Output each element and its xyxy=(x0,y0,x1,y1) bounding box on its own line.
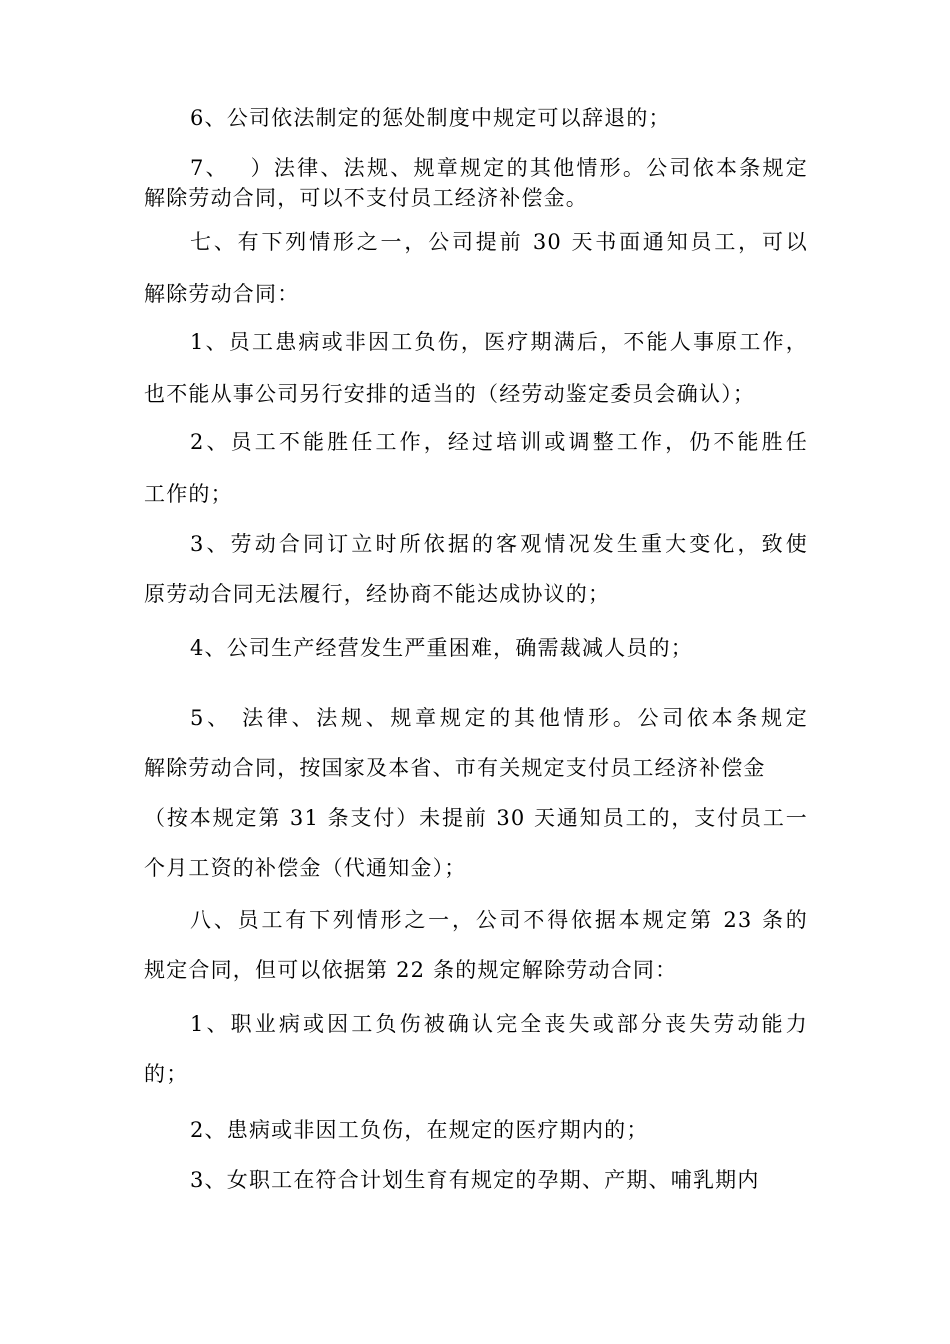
text-line: 6、公司依法制定的惩处制度中规定可以辞退的； xyxy=(190,106,671,130)
text-line: 1、职业病或因工负伤被确认完全丧失或部分丧失劳动能力 xyxy=(190,1012,808,1036)
text-line: （按本规定第 31 条支付）未提前 30 天通知员工的，支付员工一 xyxy=(144,806,808,830)
text-line: 1、员工患病或非因工负伤，医疗期满后，不能人事原工作， xyxy=(190,330,808,354)
text-line: 八、员工有下列情形之一，公司不得依据本规定第 23 条的 xyxy=(190,908,808,932)
text-line: 解除劳动合同，按国家及本省、市有关规定支付员工经济补偿金 xyxy=(144,756,766,780)
text-line: 解除劳动合同，可以不支付员工经济补偿金。 xyxy=(144,186,588,210)
text-line: 也不能从事公司另行安排的适当的（经劳动鉴定委员会确认）； xyxy=(144,382,756,406)
text-line: 2、员工不能胜任工作，经过培训或调整工作，仍不能胜任 xyxy=(190,430,808,454)
text-line: 7、 ）法律、法规、规章规定的其他情形。公司依本条规定 xyxy=(190,156,808,180)
text-line: 5、 法律、法规、规章规定的其他情形。公司依本条规定 xyxy=(190,706,808,730)
text-line: 3、女职工在符合计划生育有规定的孕期、产期、哺乳期内 xyxy=(190,1168,760,1192)
text-line: 2、患病或非因工负伤，在规定的医疗期内的； xyxy=(190,1118,649,1142)
text-line: 个月工资的补偿金（代通知金）； xyxy=(144,856,467,880)
text-line: 规定合同，但可以依据第 22 条的规定解除劳动合同： xyxy=(144,958,678,982)
text-line: 的； xyxy=(144,1062,189,1086)
text-line: 解除劳动合同： xyxy=(144,282,300,306)
text-line: 3、劳动合同订立时所依据的客观情况发生重大变化，致使 xyxy=(190,532,808,556)
text-line: 4、公司生产经营发生严重困难，确需裁减人员的； xyxy=(190,636,693,660)
text-line: 七、有下列情形之一，公司提前 30 天书面通知员工，可以 xyxy=(190,230,808,254)
text-line: 原劳动合同无法履行，经协商不能达成协议的； xyxy=(144,582,611,606)
text-line: 工作的； xyxy=(144,482,233,506)
